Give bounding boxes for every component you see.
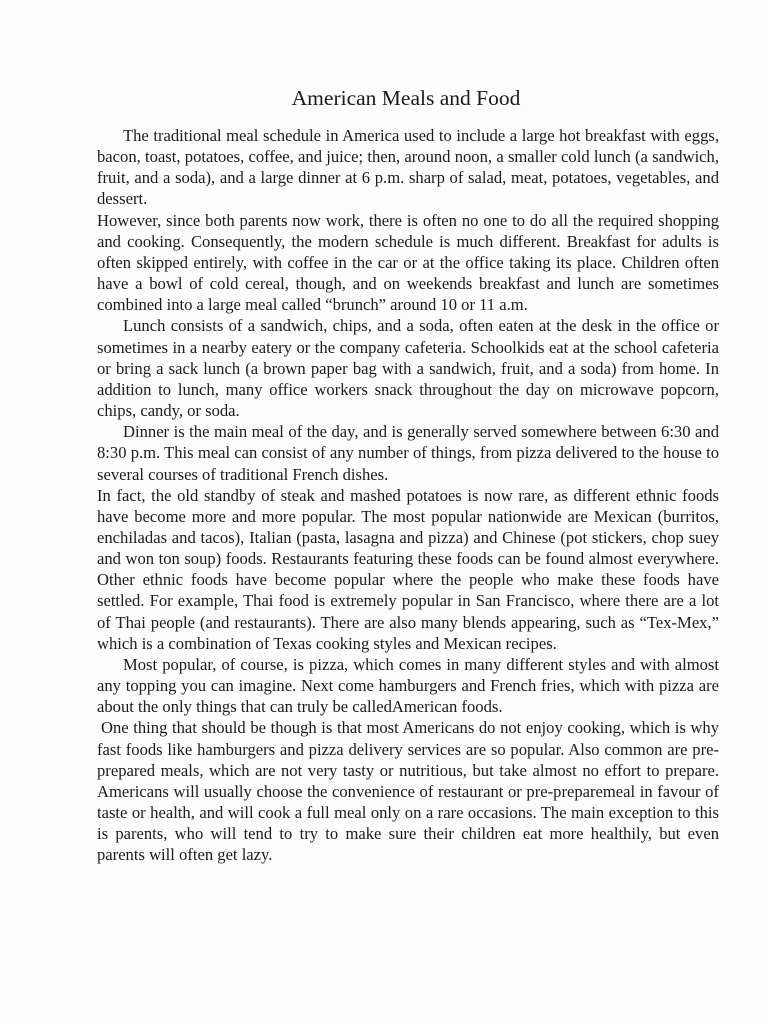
paragraph-pizza: Most popular, of course, is pizza, which comes in many different styles and with almost any topping you can imagine. Next come hamburgers and French fries, which with pizza are about the only things that can truly be calledAmerican foods.	[97, 654, 719, 717]
paragraph-ethnic-foods: In fact, the old standby of steak and mashed potatoes is now rare, as different ethnic foods have become more and more popular. The most popular nationwide are Mexican (burritos, enchiladas and tacos), Italian (pasta, lasagna and pizza) and Chinese (pot stickers, chop suey and won ton soup) foods. Restaurants featuring these foods can be found almost everywhere. Other ethnic foods have become popular where the people who make these foods have settled. For example, Thai food is extremely popular in San Francisco, where there are a lot of Thai people (and restaurants). There are also many blends appearing, such as “Tex-Mex,” which is a combination of Texas cooking styles and Mexican recipes.	[97, 485, 719, 653]
document-body	[97, 125, 719, 865]
paragraph-lunch: Lunch consists of a sandwich, chips, and a soda, often eaten at the desk in the office or sometimes in a nearby eatery or the company cafeteria. Schoolkids eat at the school cafeteria or bring a sack lunch (a brown paper bag with a sandwich, fruit, and a soda) from home. In addition to lunch, many office workers snack throughout the day on microwave popcorn, chips, candy, or soda.	[97, 316, 719, 421]
paragraph-traditional-schedule: The traditional meal schedule in America used to include a large hot breakfast with eggs, bacon, toast, potatoes, coffee, and juice; then, around noon, a smaller cold lunch (a sandwich, fruit, and a soda), and a large dinner at 6 p.m. sharp of salad, meat, potatoes, vegetables, and dessert.	[97, 126, 719, 209]
document-title: American Meals and Food	[291, 86, 521, 110]
paragraph-modern-schedule: However, since both parents now work, there is often no one to do all the required shopping and cooking. Consequently, the modern schedule is much different. Breakfast for adults is often skipped entirely, with coffee in the car or at the office taking its place. Children often have a bowl of cold cereal, though, and on weekends breakfast and lunch are sometimes combined into a large meal called “brunch” around 10 or 11 a.m.	[97, 210, 719, 315]
paragraph-dinner: Dinner is the main meal of the day, and is generally served somewhere between 6:30 and 8:30 p.m. This meal can consist of any number of things, from pizza delivered to the house to several courses of traditional French dishes.	[97, 422, 719, 484]
paragraph-cooking-habits: One thing that should be though is that most Americans do not enjoy cooking, which is why fast foods like hamburgers and pizza delivery services are so popular. Also common are pre-prepared meals, which are not very tasty or nutritious, but take almost no effort to prepare. Americans will usually choose the convenience of restaurant or pre-preparemeal in favour of taste or health, and will cook a full meal only on a rare occasions. The main exception to this is parents, who will tend to try to make sure their children eat more healthily, but even parents will often get lazy.	[97, 718, 719, 865]
